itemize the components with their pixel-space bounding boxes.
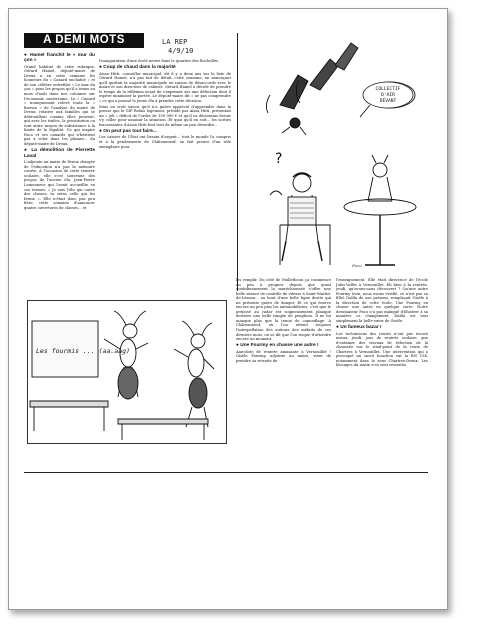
headline-fourmy: ● Une Fourmy en chasse une autre ! [236,343,319,349]
paragraph: Anecdote de rentrée amusante à Vernouillet ! Gisèle Fourmy, adjointe au maire, vient de prendre sa retraite de [236,349,331,363]
column-rule [237,33,238,291]
paragraph: Grand habitué de cette rubrique, Gérard Hamel, député-maire de Dreux a eu cette semaine les honneurs du « Canard enchaîné » et de son célèbre entrefilet « Le mur du çon » pour les propos qu'il a tenus au mois d'août dans nos colonnes sur l'économie souterraine. Le « Canard » ironiquement relevé toute la « finesse » de l'analyse du maire de Dreux, relative aux familles qui se débrouillent comme elles peuvent, qui avec les trafics, la prostitution ou tout autre moyen de subsistance à la limite de la légalité. Ce qui inspire Paco et ses canards qui n'hésitent pas à voler dans les plumes... du député-maire de Dreux. [24,64,95,146]
paragraph: les remplir. Du côté de Mulletboon ça commence un peu à grogner depuis que quasi quotidiennement la maréchaussée s'offre une belle séance de contrôle de vitesse à Saint-Martin-de-Lézeau... au bout d'une belle ligne droite qui ne présente guère de danger. Et ce qui énerve encore un peu plus les automobilistes, c'est que le préposé au radar est soigneusement planqué derrière une belle rangée de peupliers. Il ne lui manque plus que la tenue de camouflage. À Châteauneuf, où l'on attend toujours l'interpellation des auteurs des méfaits de ces derniers mois, on se dit que l'on risque d'attendre encore un moment. [236,278,331,342]
headline-on-peut-pas: ● On peut pas tout faire... [99,128,157,134]
paragraph: Aissa Hitti, conseiller municipal, dit il y a deux ans sur la liste de Gérard Hamel, n'a pas fait de détail, cette semaine, en annonçant qu'il quittait la majorité municipale en raison de désaccords avec le maire et son directeur de cabinet. Gérard Hamel a décidé de prendre le temps de la réflexion avant de s'exprimer sur une défection dont il espère minimiser la portée. Le député-maire dit « ne pas comprendre » ce qui a poussé le jeune élu à prendre cette décision. [99,71,231,103]
article-column-3 [236,278,331,472]
article-column-4 [336,278,428,472]
headline-laval: ● La démolition de Pierrette Laval [24,148,95,159]
paragraph: l'enseignement. Elle était directrice de l'école Jules-Vallès à Vernouillet. Eh bien à la rentrée, jeudi, qu'avons-nous découvert ? Qu'une autre Fourmy (non, nous avons vérifié, ce n'est pas sa fille) Dalila de son prénom, remplaçait Gisèle à la direction de cette école. Une Fourmy en chasse une autre en quelque sorte. Notre dessinateur Paco n'a pas manqué d'illustrer à sa manière ce changement. Dalila est tout simplement la belle-sœur de Gisèle. [336,278,428,323]
paragraph: Mais on croit savoir qu'il n'a guère apprécié d'apprendre dans la presse que le GIP Relais logement, présidé par Aissa Hitti, présentait un « joli » déficit de l'ordre de 150 000 € et qu'il va désormais devoir s'y coller pour assainir la situation. Et quoi qu'il en soit... les sorties fracassantes d'Aissa Hitti font tout de même un peu désordre... [99,104,231,127]
cartoon-speed-trap [240,35,426,277]
paragraph: Les techniciens des routes n'ont pas trouvé mieux, jeudi, jour de rentrée scolaire, que d'entamer des travaux de réfection de la chaussée sur le rond-point de la route de Chartres à Vernouillet. Une intervention qui a provoqué un sacré bouchon sur la RN 154, notamment dans le sens Chartres-Dreux. Les blocages du matin s'en sont ressentis. [336,331,428,368]
handwritten-note-line2: 4/9/10 [168,47,194,55]
headline-hamel: ● Hamel franchit le « mur du çon » [24,52,95,64]
cartoon-ants [27,300,227,444]
paragraph: L'adjointe au maire de Dreux chargée de l'éducation n'a pas la mémoire courte. À l'occasion de cette rentrée scolaire, elle s'est souvenue des propos de l'ancien élu, Jean-Pierre Lemonneur qui l'avait accueillie en ces termes. « Je suis l'élu qui ouvre des classes, tu seras celle qui les ferme ». Elle n'était donc pas peu fière, cette semaine d'annoncer quatre ouvertures de classes... et [24,160,95,210]
section-title: A DEMI MOTS [24,33,144,48]
svg-text:?: ? [275,151,283,167]
handwritten-note-line1: LA REP [162,38,188,46]
cartoon-caption: Les fourmis ... (aa.aag) [36,347,130,355]
cartoon-signature: Paco [352,263,362,268]
bottom-rule [24,472,428,473]
headline-bazar: ● Un fameux bazar ! [336,324,382,330]
article-column-2 [99,59,231,305]
bubble-line-3: DÉVANT [379,99,397,104]
cartoon-ants-drawing [28,301,226,443]
cartoon-drawing [240,35,426,277]
paragraph: Les caisses de l'État ont besoin d'argent... tout le monde l'a compris et à la gendarmerie de Châteauneuf, on fait preuve d'un zèle exemplaire pour [99,135,231,149]
bubble-line-1: COLLECTIF [375,87,401,92]
headline-majorite: ● Coup de chaud dans la majorité [99,65,176,71]
paragraph: l'inauguration d'une école neuve dans le quartier des Rochelles. [99,59,220,63]
bubble-line-2: D'AIR [381,93,395,98]
article-column-1 [24,51,95,306]
